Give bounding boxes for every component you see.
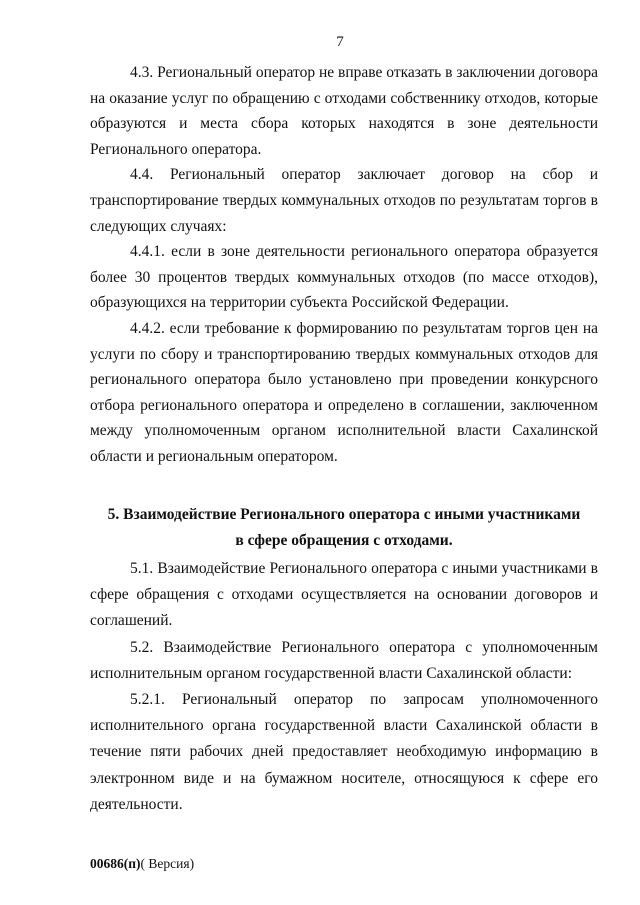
paragraph-5-2: 5.2. Взаимодействие Регионального оператора с уполномоченным исполнительным органом государственной власти Сахалинской области: <box>90 638 598 682</box>
footer-code: 00686(п) <box>90 856 141 871</box>
page-number: 7 <box>336 34 344 50</box>
section-4-body <box>90 60 598 470</box>
paragraph-4-3: 4.3. Региональный оператор не вправе отказать в заключении договора на оказание услуг по обращению с отходами собственнику отходов, которые образуются и места сбора которых находятся в зоне деятельности Регионального оператора. <box>90 64 598 158</box>
document-footer <box>90 856 194 872</box>
paragraph-5-1: 5.1. Взаимодействие Регионального оператора с иными участниками в сфере обращения с отходами осуществляется на основании договоров и соглашений. <box>90 560 598 630</box>
paragraph-4-4-1: 4.4.1. если в зоне деятельности регионального оператора образуется более 30 процентов твердых коммунальных отходов (по массе отходов), образующихся на территории субъекта Российской Федерации. <box>90 243 598 312</box>
section-5-heading-line1: 5. Взаимодействие Регионального оператора с иными участниками <box>107 506 581 523</box>
paragraph-4-4-2: 4.4.2. если требование к формированию по результатам торгов цен на услуги по сбору и транспортированию твердых коммунальных отходов для регионального оператора было установлено при проведении конкурсного отбора регионального оператора и определено в соглашении, заключенном между уполномоченным органом исполнительной власти Сахалинской области и региональным оператором. <box>90 319 598 465</box>
section-5-heading <box>90 502 598 553</box>
section-5-heading-line2: в сфере обращения с отходами. <box>235 531 453 549</box>
paragraph-4-4: 4.4. Региональный оператор заключает договор на сбор и транспортирование твердых коммунальных отходов по результатам торгов в следующих случаях: <box>90 166 598 235</box>
footer-label: ( Версия) <box>140 856 195 871</box>
paragraph-5-2-1: 5.2.1. Региональный оператор по запросам уполномоченного исполнительного органа государственной власти Сахалинской области в течение пяти рабочих дней предоставляет необходимую информацию в электронном виде и на бумажном носителе, относящуюся к сфере его деятельности. <box>90 691 598 813</box>
section-5-body <box>90 556 598 818</box>
